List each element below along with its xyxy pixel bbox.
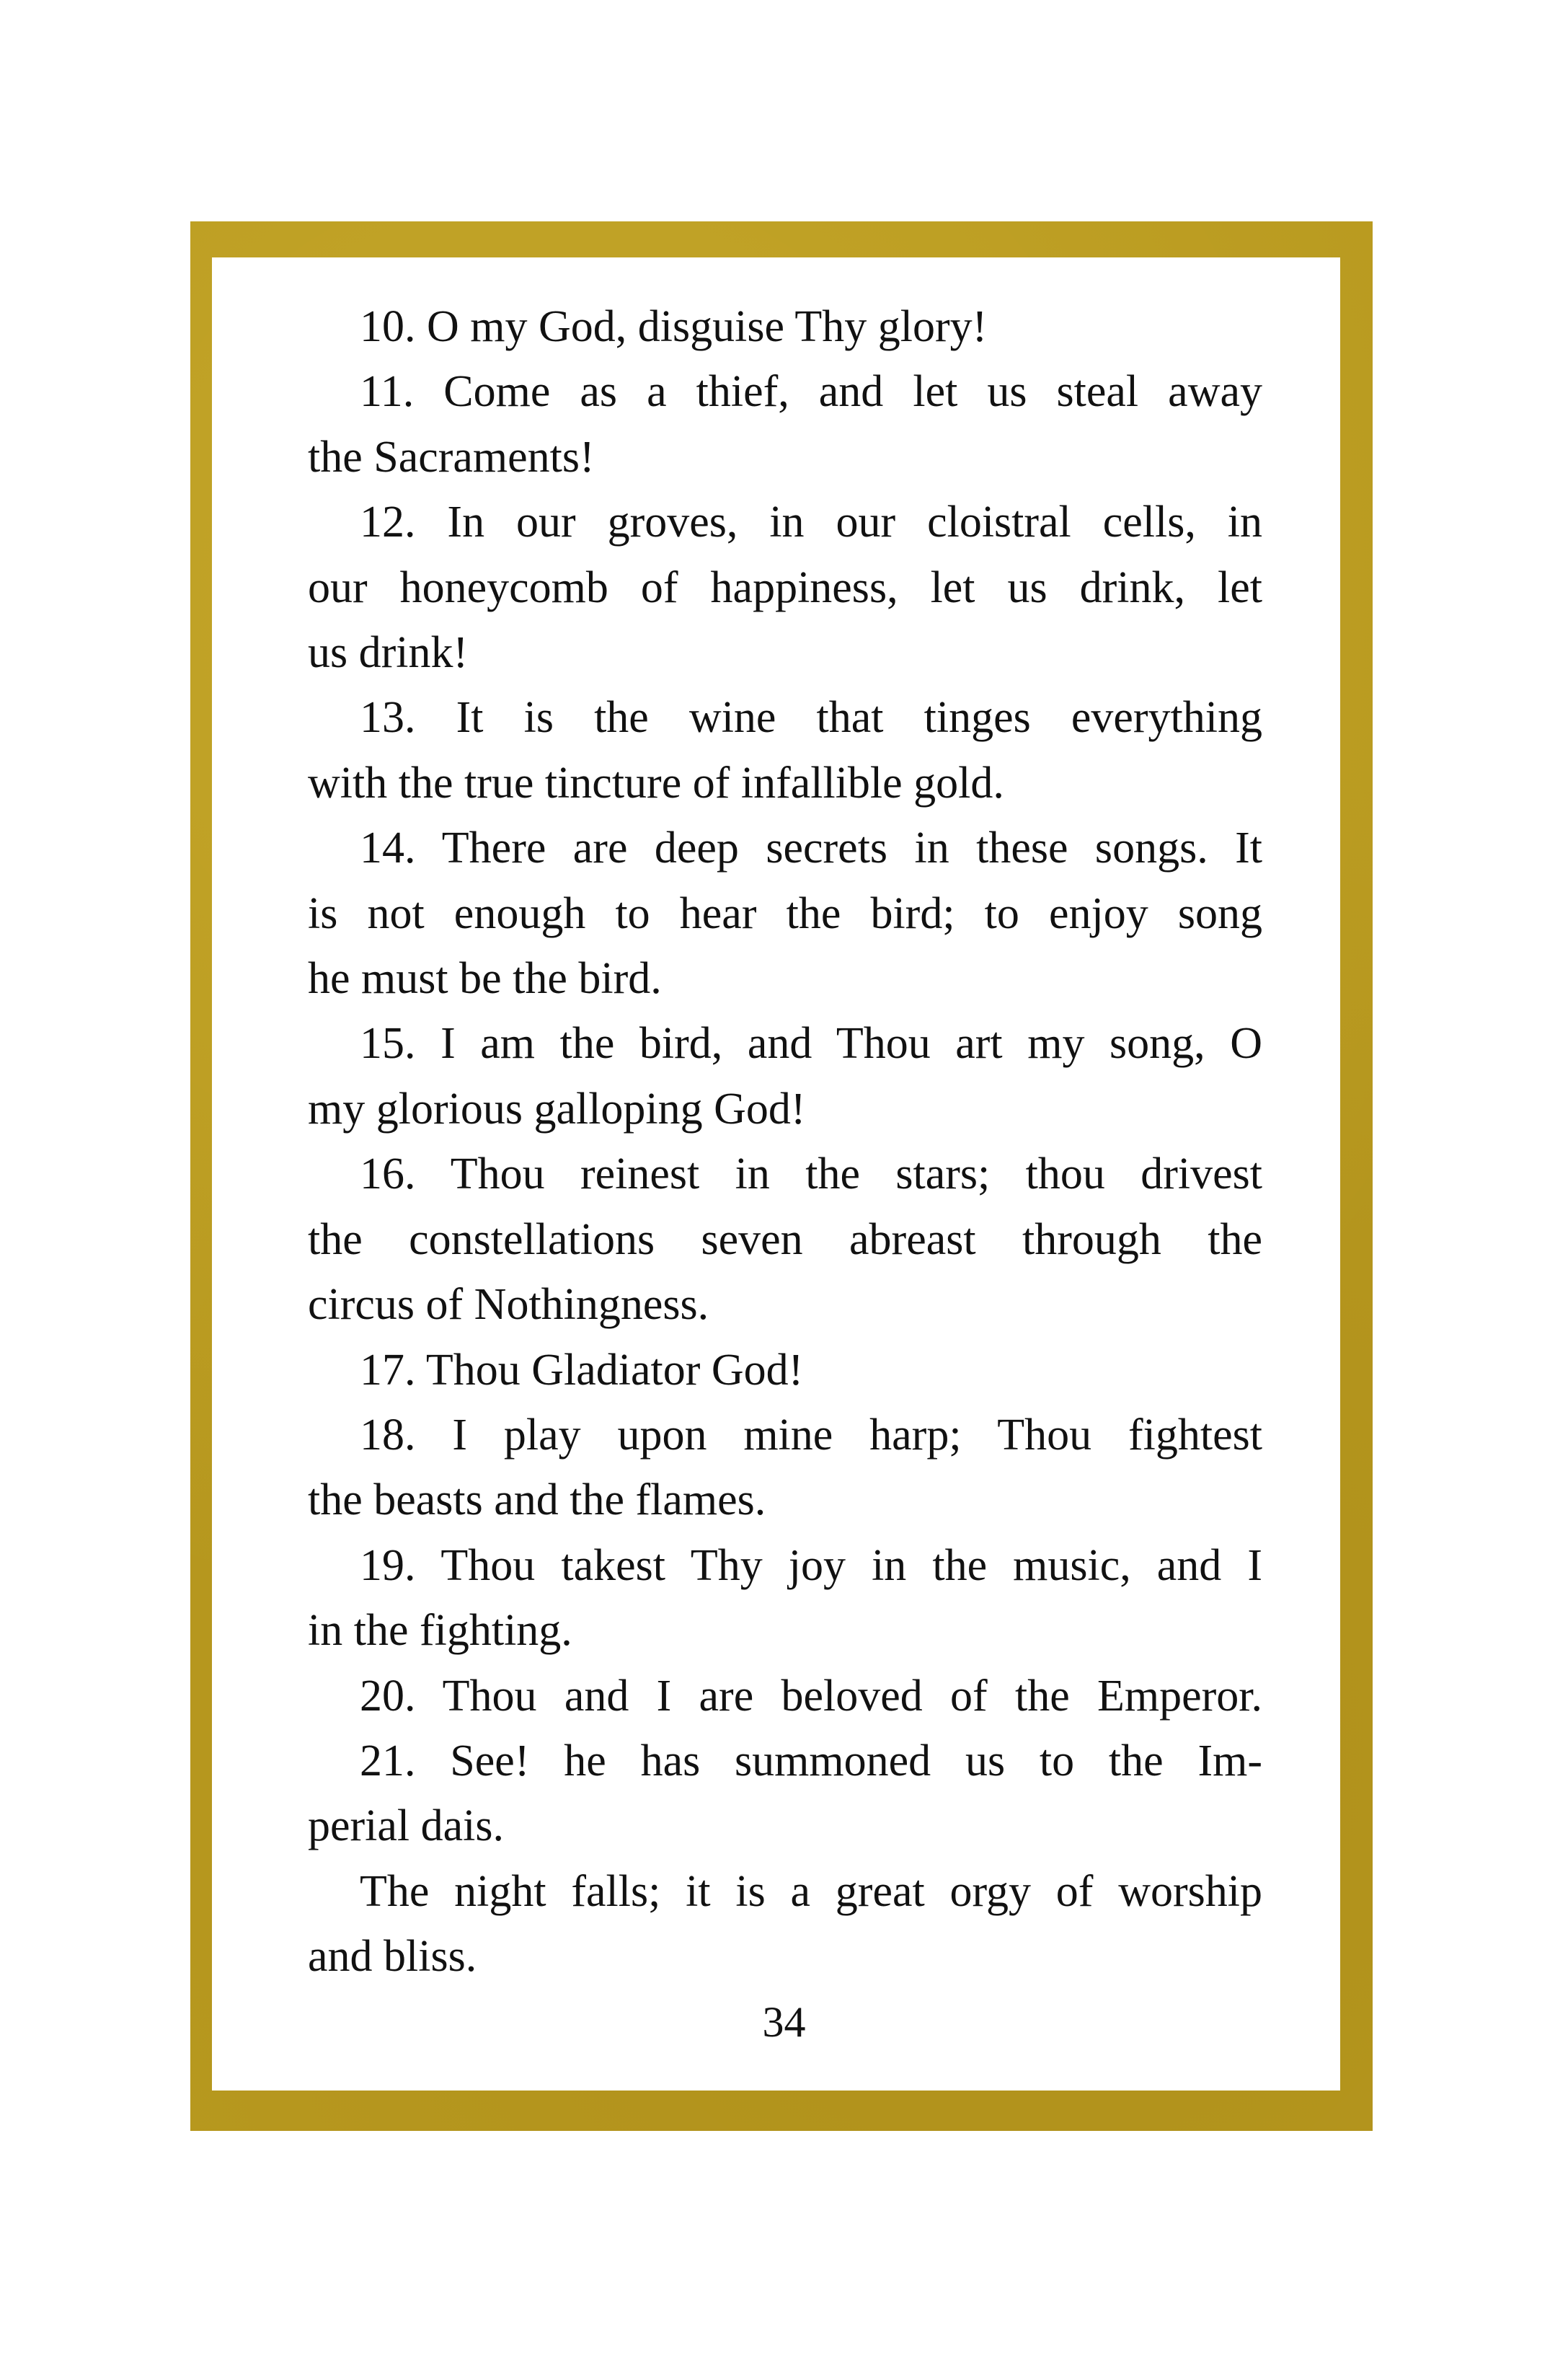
text-line: 12. In our groves, in our cloistral cells, in	[360, 498, 1262, 547]
text-line: in the fighting.	[308, 1606, 572, 1656]
text-line: 19. Thou takest Thy joy in the music, and I	[360, 1540, 1262, 1590]
text-line: the Sacraments!	[308, 432, 595, 482]
text-line: 10. O my God, disguise Thy glory!	[360, 302, 988, 351]
text-line: with the true tincture of infallible gold.	[308, 758, 1004, 808]
text-line: 13. It is the wine that tinges everything	[360, 693, 1262, 743]
text-line: circus of Nothingness.	[308, 1280, 709, 1330]
text-line: my glorious galloping God!	[308, 1084, 806, 1134]
text-line: perial dais.	[308, 1801, 505, 1851]
text-line: The night falls; it is a great orgy of worship	[360, 1866, 1262, 1916]
text-line: and bliss.	[308, 1932, 477, 1982]
text-line: the beasts and the flames.	[308, 1475, 766, 1525]
text-line: is not enough to hear the bird; to enjoy song	[308, 888, 1262, 938]
text-line: 16. Thou reinest in the stars; thou drivest	[360, 1149, 1262, 1199]
page-number: 34	[762, 1998, 806, 2046]
verse-text	[308, 294, 1262, 1990]
text-line: the constellations seven abreast through the	[308, 1214, 1262, 1264]
text-line: 11. Come as a thief, and let us steal away	[360, 367, 1262, 417]
text-line: 14. There are deep secrets in these songs. It	[360, 824, 1262, 873]
text-line: 20. Thou and I are beloved of the Emperor.	[360, 1671, 1262, 1721]
text-line: 18. I play upon mine harp; Thou fightest	[360, 1410, 1262, 1460]
text-line: he must be the bird.	[308, 954, 662, 1004]
text-line: 15. I am the bird, and Thou art my song, O	[360, 1019, 1262, 1069]
text-line: 21. See! he has summoned us to the Im-	[360, 1736, 1262, 1785]
text-line: us drink!	[308, 628, 469, 678]
text-line: our honeycomb of happiness, let us drink, let	[308, 562, 1262, 612]
text-line: 17. Thou Gladiator God!	[360, 1345, 804, 1395]
